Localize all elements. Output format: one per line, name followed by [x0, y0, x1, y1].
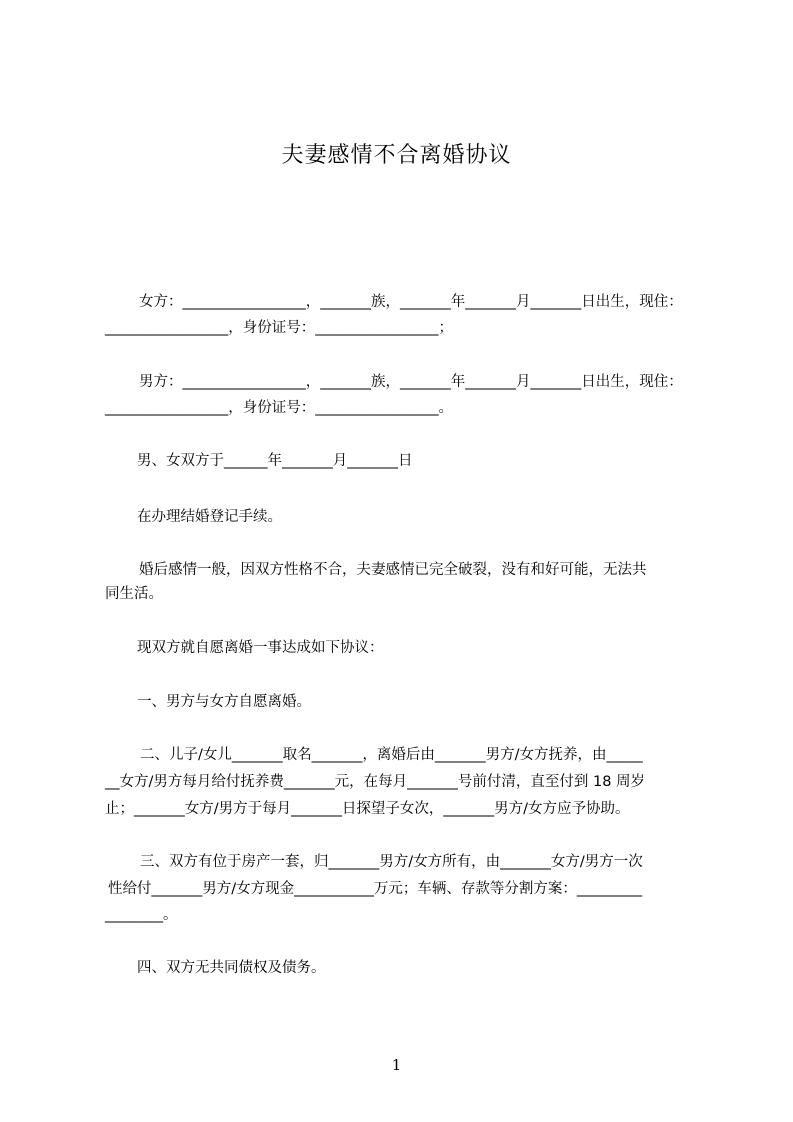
- female-party-line-1: 女方：_________________，_______族，_______年_______月_______日出生，现住：: [139, 294, 683, 310]
- document-title: 夫妻感情不合离婚协议: [281, 143, 512, 168]
- relationship-line-1: 婚后感情一般，因双方性格不合，夫妻感情已完全破裂，没有和好可能，无法共: [139, 562, 647, 578]
- relationship-line-2: 同生活。: [105, 586, 163, 602]
- clause-2-line-1: 二、儿子/女儿_______取名_______，离婚后由_______男方/女方抚养，由_____: [140, 747, 643, 763]
- clause-2-line-3: 止；_______女方/男方于每月_______日探望子女次，_______男方/女方应予协助。: [105, 801, 630, 817]
- clause-4-line: 四、双方无共同债权及债务。: [137, 960, 326, 976]
- marriage-date-line: 男、女双方于______年_______月_______日: [137, 453, 413, 469]
- female-party-line-2: _________________，身份证号：_________________；: [105, 320, 453, 336]
- clause-3-line-2: 性给付_______男方/女方现金___________万元；车辆、存款等分割方案：_________: [108, 881, 643, 897]
- marriage-registration-line: 在办理结婚登记手续。: [137, 509, 282, 525]
- clause-1-line: 一、男方与女方自愿离婚。: [137, 694, 311, 710]
- agreement-intro-line: 现双方就自愿离婚一事达成如下协议：: [137, 640, 384, 656]
- clause-3-line-1: 三、双方有位于房产一套，归_______男方/女方所有，由_______女方/男方一次: [140, 854, 643, 870]
- clause-2-line-2: __女方/男方每月给付抚养费_______元，在每月_______号前付清，直至付到 18 周岁: [105, 774, 646, 790]
- clause-3-line-3: ________。: [105, 907, 178, 923]
- male-party-line-1: 男方：_________________，_______族，_______年_______月_______日出生，现住：: [139, 374, 683, 390]
- page-number: 1: [391, 1056, 402, 1074]
- male-party-line-2: _________________，身份证号：_________________。: [105, 400, 453, 416]
